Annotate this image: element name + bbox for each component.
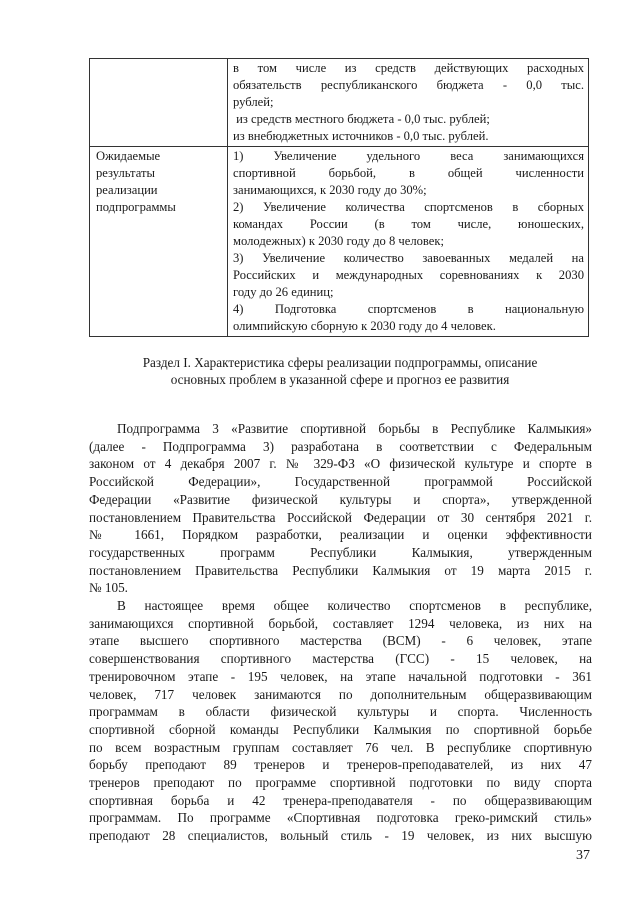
paragraph-2 <box>89 597 592 845</box>
text-line: 1) Увеличение удельного веса занимающихся <box>233 149 584 163</box>
text-line: рублей; <box>233 95 274 109</box>
text-line: № 105. <box>89 580 128 596</box>
label-line: результаты <box>96 166 155 180</box>
text-line: (далее - Подпрограмма 3) разработана в соответствии с Федеральным <box>89 438 592 454</box>
page-number: 37 <box>576 848 590 863</box>
text-line: обязательств республиканского бюджета - 0,0 тыс. <box>233 78 584 92</box>
text-line: В настоящее время общее количество спортсменов в республике, <box>117 598 592 614</box>
text-line: преподают 28 специалистов, вольный стиль - 19 человек, из них высшую <box>89 828 592 844</box>
body-text <box>89 420 592 845</box>
text-line: 4) Подготовка спортсменов в национальную <box>233 302 584 316</box>
text-line: Российской Федерации», Государственной программой Российской <box>89 474 592 490</box>
heading-line: Раздел I. Характеристика сферы реализации подпрограммы, описание <box>142 355 538 370</box>
text-line: тренеров преподают по программе спортивной подготовки по виду спорта <box>89 775 592 791</box>
text-line: 3) Увеличение количество завоеванных медалей на <box>233 251 584 265</box>
text-line: Подпрограмма 3 «Развитие спортивной борьбы в Республике Калмыкия» <box>117 421 592 436</box>
table-cell-results-text <box>228 147 589 337</box>
text-line: спортивной борьбой, в общей численности <box>233 166 584 180</box>
label-line: Ожидаемые <box>96 149 161 163</box>
text-line: Российских и международных соревнованиях к 2030 <box>233 268 584 282</box>
text-line: борьбу преподают 89 тренеров и тренеров-преподавателей, из них 47 <box>89 757 592 773</box>
label-line: подпрограммы <box>96 200 176 214</box>
paragraph-1 <box>89 420 592 597</box>
text-line: 2) Увеличение количества спортсменов в сборных <box>233 200 584 214</box>
table-row-funding <box>90 59 589 147</box>
text-line: человек, 717 человек занимаются по дополнительным общеразвивающим <box>89 686 592 702</box>
text-line: государственных программ Республики Калмыкия, утвержденным <box>89 544 592 560</box>
text-line: программам. По программе «Спортивная подготовка греко-римский стиль» <box>89 810 592 826</box>
text-line: занимающихся, к 2030 году до 30%; <box>233 183 427 197</box>
section-heading <box>100 354 580 388</box>
text-line: постановлением Правительства Республики Калмыкия от 19 марта 2015 г. <box>89 562 592 578</box>
text-line: тренировочном этапе - 195 человек, на этапе начальной подготовки - 361 <box>89 668 592 684</box>
text-line: Федерации «Развитие физической культуры и спорта», утвержденной <box>89 491 592 507</box>
heading-line: основных проблем в указанной сфере и прогноз ее развития <box>170 372 510 387</box>
label-line: реализации <box>96 183 158 197</box>
text-line: спортивная борьба и 42 тренера-преподавателя - по общеразвивающим <box>89 792 592 808</box>
text-line: совершенствования спортивного мастерства (ГСС) - 15 человек, на <box>89 651 592 667</box>
text-line: из средств местного бюджета - 0,0 тыс. рублей; <box>233 112 490 126</box>
subprogram-passport-table <box>89 58 589 337</box>
text-line: занимающихся спортивной борьбой, составляет 1294 человека, из них на <box>89 615 592 631</box>
text-line: из внебюджетных источников - 0,0 тыс. рублей. <box>233 129 489 143</box>
text-line: молодежных) к 2030 году до 8 человек; <box>233 234 444 248</box>
text-line: в том числе из средств действующих расходных <box>233 61 584 75</box>
text-line: этапе высшего спортивного мастерства (ВСМ) - 6 человек, этапе <box>89 633 592 649</box>
text-line: постановлением Правительства Российской Федерации от 30 сентября 2021 г. <box>89 509 592 525</box>
text-line: олимпийскую сборную к 2030 году до 4 человек. <box>233 319 496 333</box>
text-line: году до 26 единиц; <box>233 285 334 299</box>
table-cell-funding-text <box>228 59 589 147</box>
table-cell-label-empty <box>90 59 228 147</box>
text-line: по всем возрастным группам составляет 76 чел. В республике спортивную <box>89 739 592 755</box>
table-row-expected-results <box>90 147 589 337</box>
table-cell-label <box>90 147 228 337</box>
text-line: спортивной сборной команды Республики Калмыкия по спортивной борьбе <box>89 721 592 737</box>
text-line: законом от 4 декабря 2007 г. № 329-ФЗ «О физической культуре и спорте в <box>89 456 592 472</box>
text-line: командах России (в том числе, юношеских, <box>233 217 584 231</box>
text-line: программам в области физической культуры и спорта. Численность <box>89 704 592 720</box>
text-line: № 1661, Порядком разработки, реализации и оценки эффективности <box>89 527 592 543</box>
